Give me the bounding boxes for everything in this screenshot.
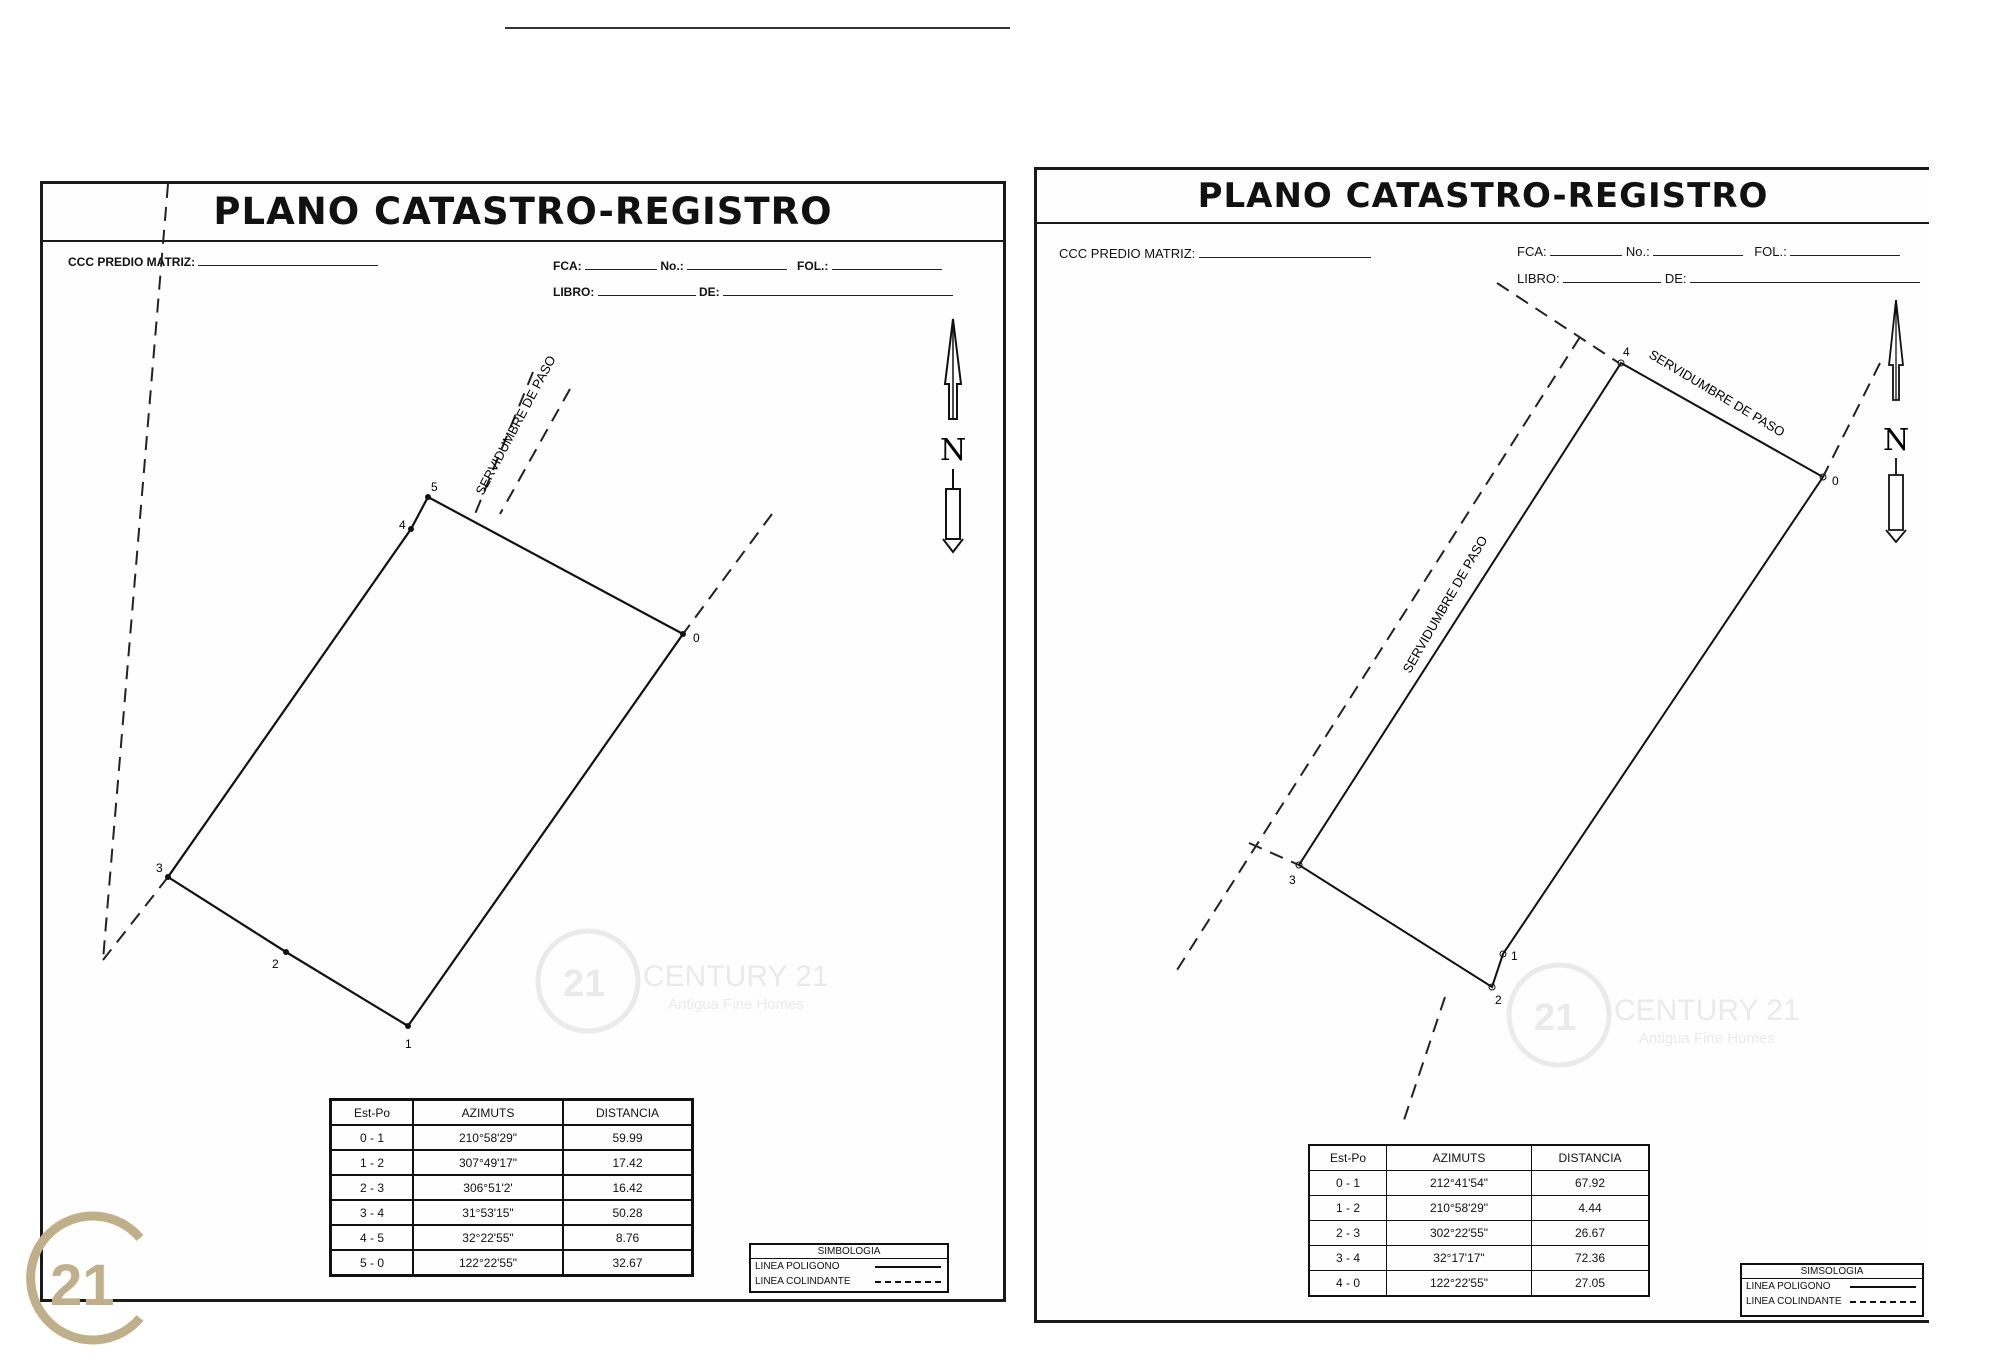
left-vertex-3: [165, 874, 171, 880]
left-vertex-1: [405, 1023, 411, 1029]
right-easement-label-top: SERVIDUMBRE DE PASO: [1646, 346, 1788, 440]
left-plan-sheet: [40, 181, 1006, 1302]
right-fol-label: FOL.:: [1754, 244, 1787, 259]
right-header-distancia: DISTANCIA: [1532, 1145, 1650, 1171]
right-colindante-south: [1403, 997, 1445, 1123]
right-point-label-4: 4: [1623, 345, 1630, 359]
left-point-label-5: 5: [431, 480, 438, 494]
right-colindante-top: [1497, 283, 1619, 363]
left-header-azimuts: AZIMUTS: [413, 1100, 563, 1126]
left-point-label-0: 0: [693, 631, 700, 645]
svg-text:CENTURY 21: CENTURY 21: [643, 960, 829, 993]
right-legend-colindante: LINEA COLINDANTE: [1742, 1294, 1922, 1309]
left-point-label-3: 3: [156, 861, 163, 875]
top-scan-line: [505, 27, 1010, 29]
table-row: 4 - 5 32°22'55" 8.76: [331, 1225, 693, 1250]
century21-logo-number: 21: [50, 1253, 115, 1318]
table-row: 5 - 0 122°22'55" 32.67: [331, 1250, 693, 1276]
right-easement-label-side: SERVIDUMBRE DE PASO: [1399, 533, 1491, 676]
table-row: 1 - 2 307°49'17" 17.42: [331, 1150, 693, 1175]
left-survey-table: [329, 1098, 694, 1277]
right-point-label-0: 0: [1832, 474, 1839, 488]
right-survey-table: [1308, 1144, 1650, 1297]
left-header-distancia: DISTANCIA: [563, 1100, 693, 1126]
left-easement-label: SERVIDUMBRE DE PASO: [472, 353, 559, 498]
right-libro-label: LIBRO:: [1517, 271, 1560, 286]
left-point-label-4: 4: [399, 518, 406, 532]
left-ccc-label: CCC PREDIO MATRIZ:: [68, 255, 196, 269]
left-vertex-4: [408, 526, 414, 532]
table-row: 2 - 3 302°22'55" 26.67: [1309, 1221, 1649, 1246]
left-header-estpo: Est-Po: [331, 1100, 414, 1126]
table-row: 0 - 1 210°58'29" 59.99: [331, 1125, 693, 1150]
left-north-arrow-icon: [940, 319, 966, 552]
left-legend-poligono: LINEA POLIGONO: [751, 1259, 947, 1274]
svg-text:21: 21: [1534, 997, 1577, 1039]
right-ccc-label: CCC PREDIO MATRIZ:: [1059, 246, 1196, 261]
right-no-label: No.:: [1625, 244, 1650, 259]
left-legend-colindante: LINEA COLINDANTE: [751, 1274, 947, 1289]
left-vertex-2: [283, 949, 289, 955]
left-point-label-2: 2: [272, 957, 279, 971]
left-legend-title: SIMBOLOGIA: [751, 1245, 947, 1259]
right-point-label-3: 3: [1289, 873, 1296, 887]
left-polygon-line: [168, 497, 683, 1026]
right-de-label: DE:: [1664, 271, 1687, 286]
left-no-label: No.:: [660, 259, 684, 273]
left-fol-label: FOL.:: [797, 259, 829, 273]
left-point-label-1: 1: [405, 1037, 412, 1051]
left-fca-label: FCA:: [553, 259, 582, 273]
table-row: 0 - 1 212°41'54" 67.92: [1309, 1171, 1649, 1196]
table-row: 1 - 2 210°58'29" 4.44: [1309, 1196, 1649, 1221]
right-point-label-2: 2: [1495, 993, 1502, 1007]
right-fca-label: FCA:: [1517, 244, 1547, 259]
right-plan-title: PLANO CATASTRO-REGISTRO: [1037, 170, 1929, 224]
right-plan-sheet: [1034, 167, 1929, 1323]
left-colindante-sw: [103, 184, 168, 960]
svg-text:21: 21: [563, 963, 606, 1005]
century21-logo: [22, 1208, 162, 1348]
right-legend-poligono: LINEA POLIGONO: [1742, 1279, 1922, 1294]
left-north-label: N: [940, 433, 967, 468]
right-legend-title: SIMSOLOGIA: [1742, 1265, 1922, 1279]
left-watermark: [538, 931, 829, 1031]
left-colindante-ne: [683, 514, 772, 634]
right-polygon-line: [1299, 363, 1823, 987]
table-row: 3 - 4 32°17'17" 72.36: [1309, 1246, 1649, 1271]
left-plan-title: PLANO CATASTRO-REGISTRO: [43, 184, 1003, 242]
left-legend: [749, 1243, 949, 1293]
left-easement-line-b: [500, 389, 570, 514]
table-row: 4 - 0 122°22'55" 27.05: [1309, 1271, 1649, 1297]
left-libro-label: LIBRO:: [553, 285, 595, 299]
table-row: 3 - 4 31°53'15" 50.28: [331, 1200, 693, 1225]
left-vertex-5: [425, 494, 431, 500]
left-vertex-0: [680, 631, 686, 637]
right-colindante-ne: [1823, 363, 1880, 477]
right-easement-line: [1177, 337, 1580, 970]
right-north-arrow-icon: [1883, 300, 1909, 542]
right-legend: [1740, 1263, 1924, 1317]
left-de-label: DE:: [699, 285, 720, 299]
right-header-estpo: Est-Po: [1309, 1145, 1387, 1171]
svg-text:CENTURY 21: CENTURY 21: [1614, 994, 1800, 1027]
table-row: 2 - 3 306°51'2' 16.42: [331, 1175, 693, 1200]
right-point-label-1: 1: [1511, 949, 1518, 963]
right-north-label: N: [1883, 423, 1910, 458]
svg-text:Antigua Fine Homes: Antigua Fine Homes: [668, 996, 804, 1013]
right-watermark: [1509, 965, 1800, 1065]
svg-text:Antigua Fine Homes: Antigua Fine Homes: [1639, 1030, 1775, 1047]
right-header-azimuts: AZIMUTS: [1387, 1145, 1532, 1171]
